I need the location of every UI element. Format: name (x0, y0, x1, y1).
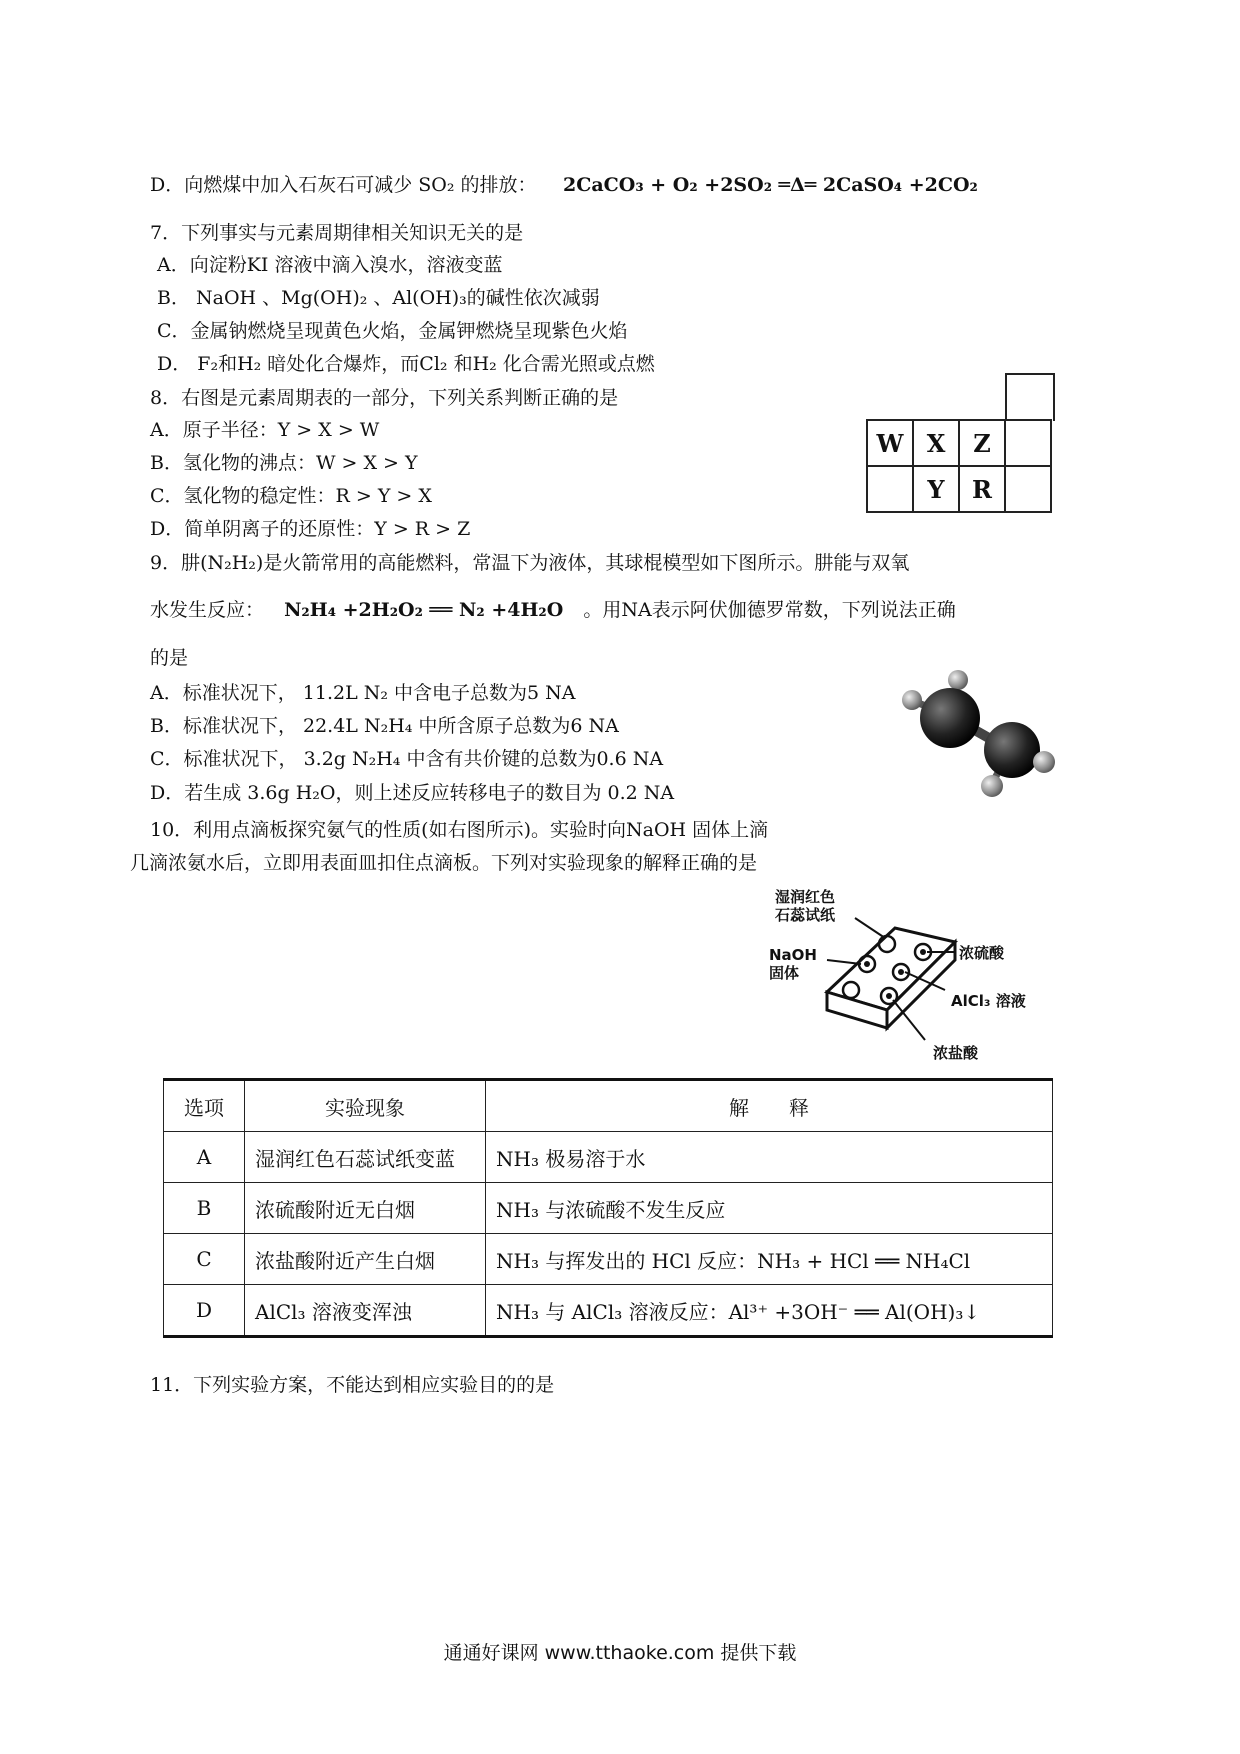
periodic-table-fragment (866, 419, 1052, 513)
q9-line1: 9．肼(N₂H₂)是火箭常用的高能燃料，常温下为液体，其球棍模型如下图所示。肼能与双氧 (150, 552, 910, 574)
cell-x: X (913, 420, 959, 466)
spot-plate-figure (755, 880, 1055, 1070)
cell-z: Z (959, 420, 1005, 466)
row-b-phenomenon: 浓硫酸附近无白烟 (245, 1183, 486, 1234)
cell-y: Y (913, 466, 959, 512)
hydrazine-model-image (890, 668, 1070, 808)
q8-stem: 8．右图是元素周期表的一部分，下列关系判断正确的是 (150, 387, 619, 409)
q9-line2 (150, 597, 956, 623)
q10-line2: 几滴浓氨水后，立即用表面皿扣住点滴板。下列对实验现象的解释正确的是 (130, 852, 758, 874)
label-naoh: NaOH 固体 (769, 946, 817, 982)
q9-option-d: D．若生成 3.6g H₂O，则上述反应转移电子的数目为 0.2 NA (150, 782, 675, 804)
label-h2so4: 浓硫酸 (959, 944, 1005, 962)
row-b-explanation: NH₃ 与浓硫酸不发生反应 (486, 1183, 1053, 1234)
table-row (164, 1132, 1053, 1183)
q8-option-c: C．氢化物的稳定性：R > Y > X (150, 485, 432, 507)
q7-stem: 7．下列事实与元素周期律相关知识无关的是 (150, 222, 524, 244)
cell-empty-1 (1005, 420, 1051, 466)
row-d-option: D (164, 1285, 245, 1337)
row-c-option: C (164, 1234, 245, 1285)
q8-option-d: D．简单阴离子的还原性：Y > R > Z (150, 518, 471, 540)
q9-equation: N₂H₄ +2H₂O₂ ══ N₂ +4H₂O (284, 599, 564, 621)
page-footer: 通通好课网 www.tthaoke.com 提供下载 (443, 1642, 797, 1664)
cell-w: W (867, 420, 913, 466)
periodic-top-cell (1005, 373, 1055, 421)
row-c-explanation: NH₃ 与挥发出的 HCl 反应：NH₃ + HCl ══ NH₄Cl (486, 1234, 1053, 1285)
q9-option-c: C．标准状况下， 3.2g N₂H₄ 中含有共价键的总数为0.6 NA (150, 748, 664, 770)
label-alcl3: AlCl₃ 溶液 (951, 992, 1026, 1010)
header-phenomenon: 实验现象 (245, 1080, 486, 1132)
cell-r: R (959, 466, 1005, 512)
row-a-explanation: NH₃ 极易溶于水 (486, 1132, 1053, 1183)
table-row (164, 1183, 1053, 1234)
q6-option-d (150, 172, 537, 198)
q9-option-a: A．标准状况下， 11.2L N₂ 中含电子总数为5 NA (150, 682, 576, 704)
q7-option-a: A．向淀粉KI 溶液中滴入溴水，溶液变蓝 (157, 254, 503, 276)
table-row (164, 1234, 1053, 1285)
q6-option-d-label: D．向燃煤中加入石灰石可减少 SO₂ 的排放： (150, 174, 537, 196)
cell-empty-2 (867, 466, 913, 512)
q9-line3: 的是 (150, 647, 189, 669)
cell-empty-3 (1005, 466, 1051, 512)
label-hcl: 浓盐酸 (933, 1044, 979, 1062)
q7-option-b: B． NaOH 、Mg(OH)₂ 、Al(OH)₃的碱性依次减弱 (157, 287, 600, 309)
table-header-row (164, 1080, 1053, 1132)
row-a-phenomenon: 湿润红色石蕊试纸变蓝 (245, 1132, 486, 1183)
q9-line2-suffix: 。用NA表示阿伏伽德罗常数，下列说法正确 (583, 599, 956, 621)
experiment-table (163, 1078, 1053, 1338)
q9-option-b: B．标准状况下， 22.4L N₂H₄ 中所含原子总数为6 NA (150, 715, 619, 737)
q9-line2-prefix: 水发生反应： (150, 599, 265, 621)
q11-stem: 11．下列实验方案，不能达到相应实验目的的是 (150, 1374, 555, 1396)
q10-line1: 10．利用点滴板探究氨气的性质(如右图所示)。实验时向NaOH 固体上滴 (150, 819, 769, 841)
q7-option-d: D． F₂和H₂ 暗处化合爆炸，而Cl₂ 和H₂ 化合需光照或点燃 (157, 353, 655, 375)
table-row (164, 1285, 1053, 1337)
row-c-phenomenon: 浓盐酸附近产生白烟 (245, 1234, 486, 1285)
header-explanation: 解 释 (486, 1080, 1053, 1132)
q8-option-a: A．原子半径：Y > X > W (150, 419, 380, 441)
q7-option-c: C．金属钠燃烧呈现黄色火焰，金属钾燃烧呈现紫色火焰 (157, 320, 628, 342)
row-d-explanation: NH₃ 与 AlCl₃ 溶液反应：Al³⁺ +3OH⁻ ══ Al(OH)₃↓ (486, 1285, 1053, 1337)
q6-equation: 2CaCO₃ + O₂ +2SO₂ ═Δ═ 2CaSO₄ +2CO₂ (563, 174, 978, 196)
label-litmus-paper: 湿润红色 石蕊试纸 (775, 888, 836, 924)
header-option: 选项 (164, 1080, 245, 1132)
row-d-phenomenon: AlCl₃ 溶液变浑浊 (245, 1285, 486, 1337)
q8-option-b: B．氢化物的沸点：W > X > Y (150, 452, 418, 474)
row-a-option: A (164, 1132, 245, 1183)
row-b-option: B (164, 1183, 245, 1234)
